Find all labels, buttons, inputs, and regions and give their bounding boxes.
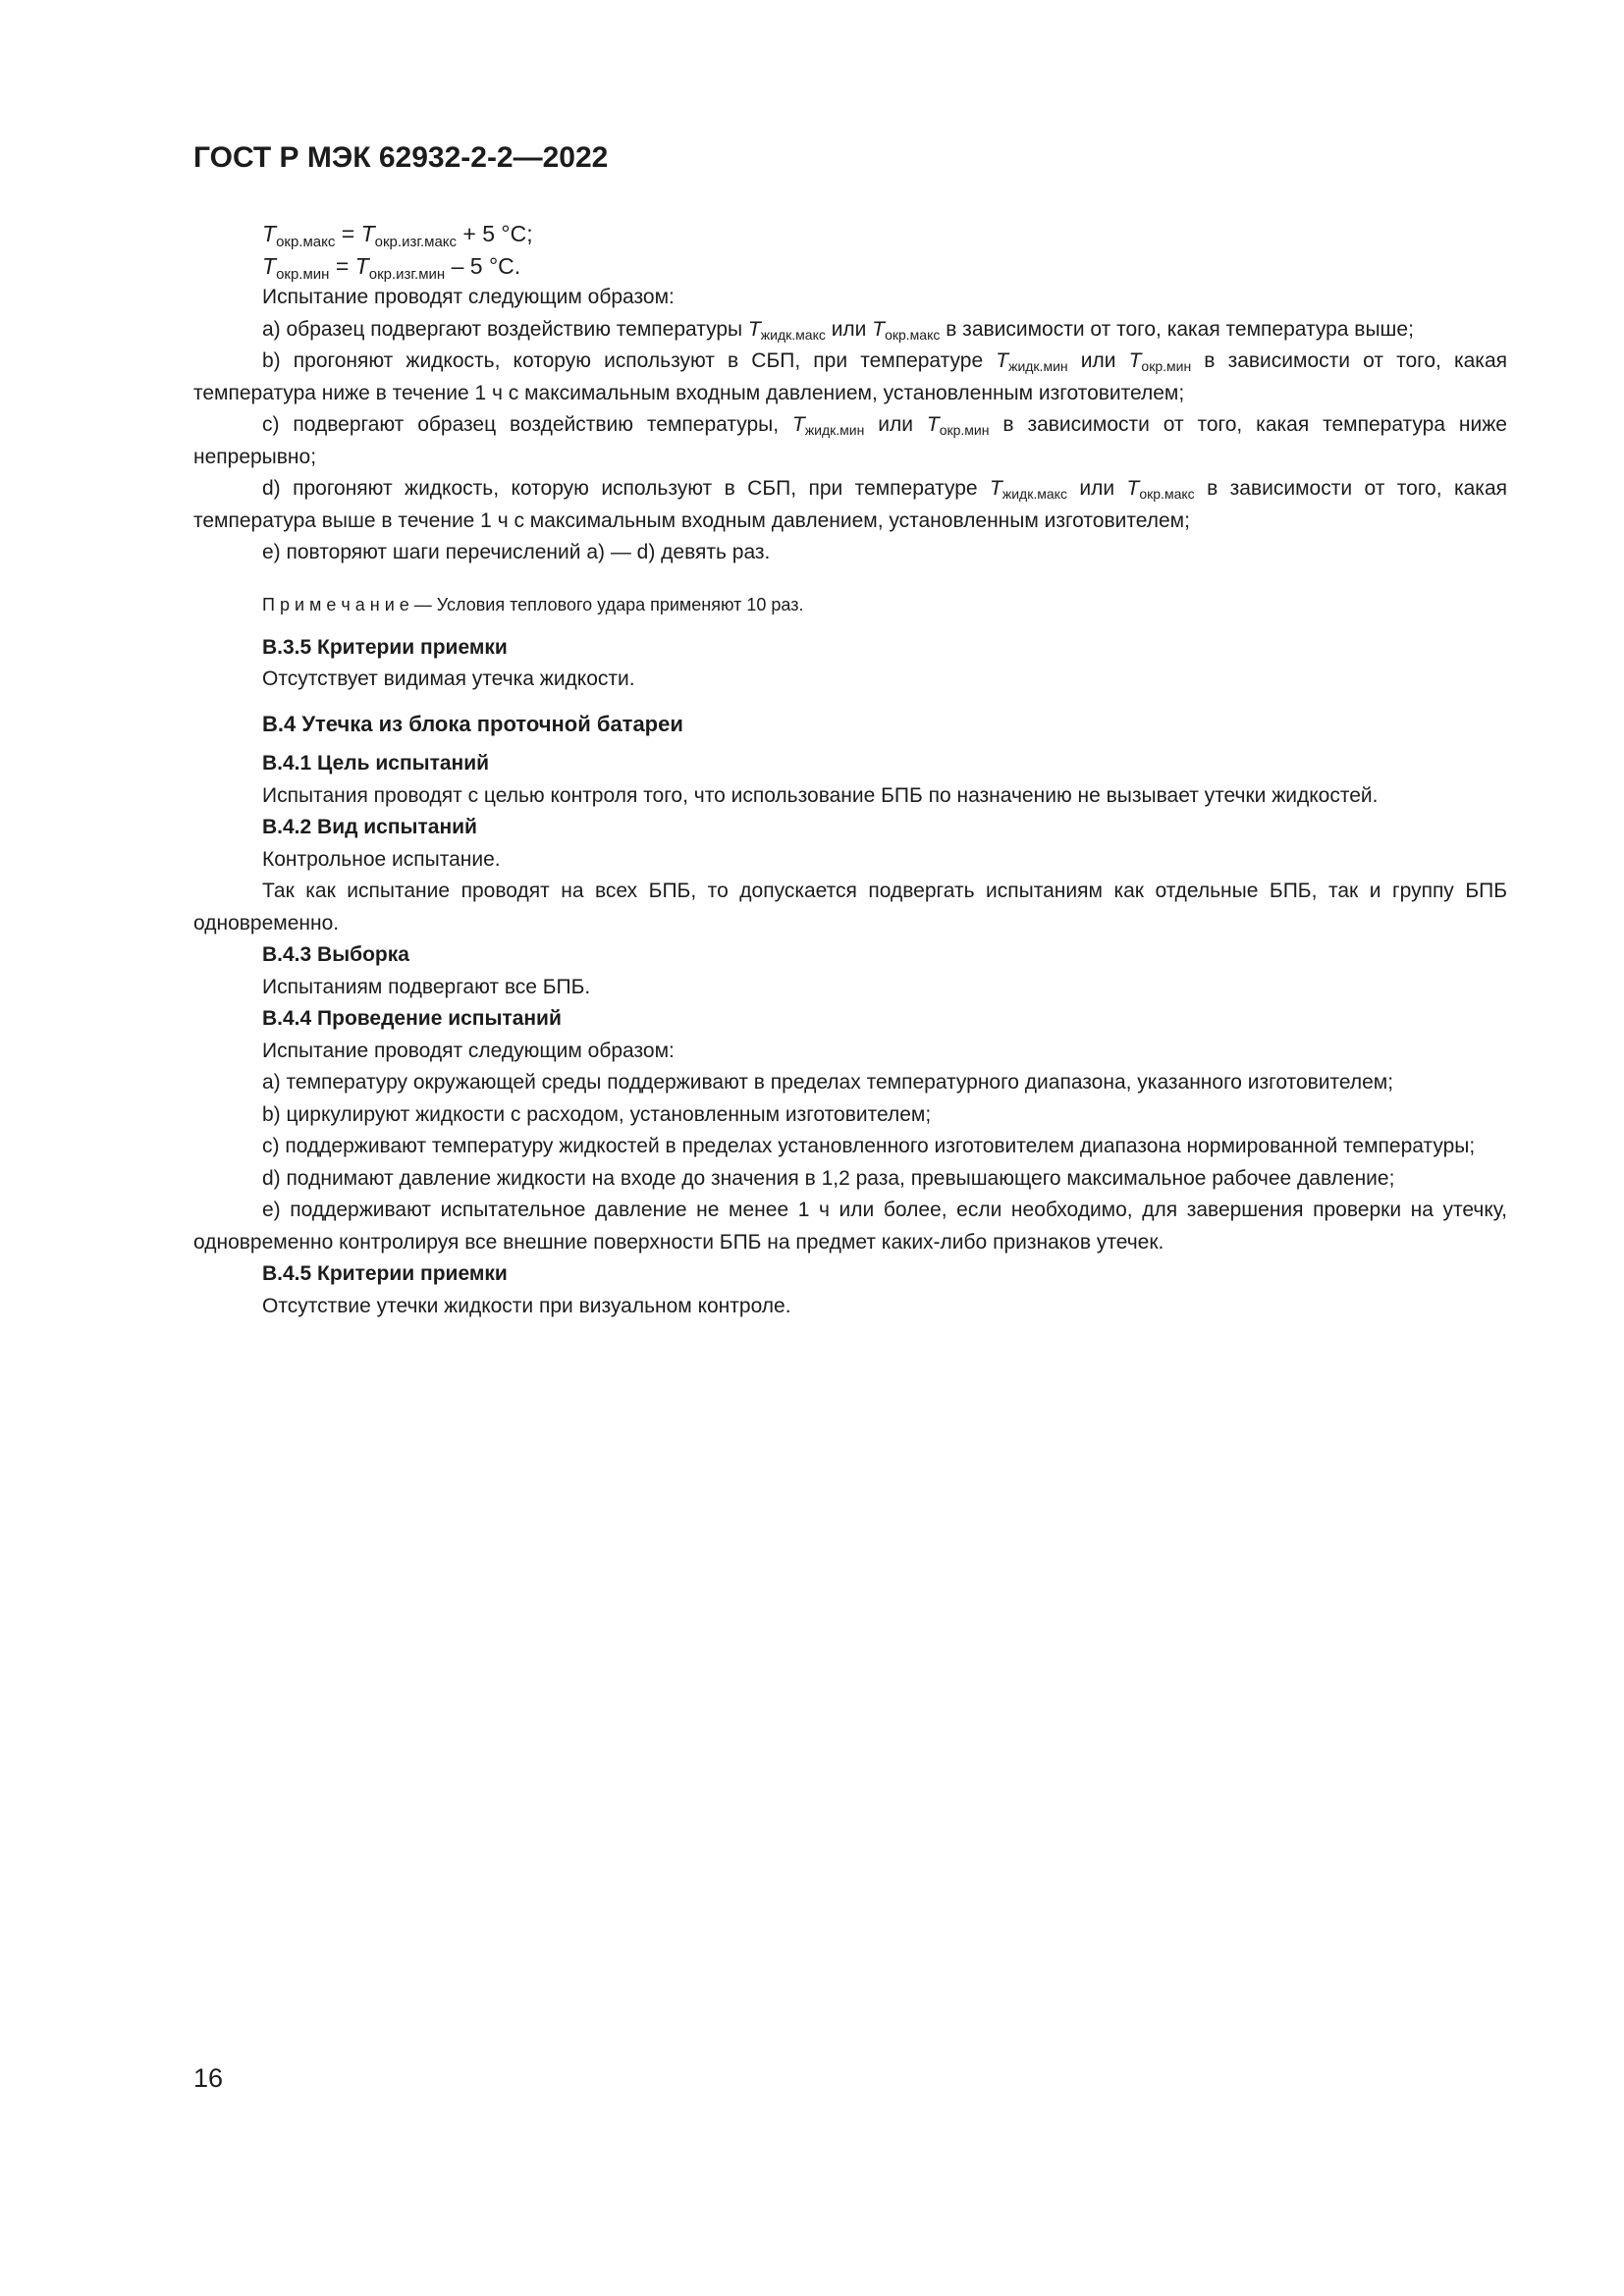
- page-body: [193, 218, 1507, 1322]
- formula-tail: + 5 °С;: [457, 221, 533, 246]
- item-text: в зависимости от того, какая температура выше в течение 1 ч с максимальным входным давлением, установленным изготовителем;: [193, 477, 1507, 532]
- inline-subscript: жидк.мин: [1008, 358, 1068, 374]
- inline-subscript: жидк.макс: [760, 326, 826, 343]
- item-text: b) прогоняют жидкость, которую используют в СБП, при температуре: [262, 349, 997, 372]
- formula-subscript: окр.изг.макс: [374, 234, 458, 250]
- note-text: П р и м е ч а н и е — Условия теплового удара применяют 10 раз.: [262, 594, 804, 614]
- paragraph-b41: Испытания проводят с целью контроля того, что использование БПБ по назначению не вызывает утечки жидкостей.: [262, 783, 1379, 807]
- formula-variable: T: [262, 252, 277, 279]
- list-item-b44-b: b) циркулируют жидкости с расходом, установленным изготовителем;: [262, 1102, 932, 1126]
- inline-variable: T: [990, 477, 1002, 500]
- heading-b41: В.4.1 Цель испытаний: [262, 752, 490, 774]
- formula-subscript: окр.изг.мин: [368, 265, 446, 283]
- paragraph-b35: Отсутствует видимая утечка жидкости.: [262, 667, 635, 690]
- formula-t-ambient-min: [193, 250, 1507, 283]
- list-item-a: [193, 314, 1507, 347]
- formula-operator: =: [329, 252, 355, 279]
- item-text: в зависимости от того, какая температура выше;: [940, 317, 1414, 341]
- inline-subscript: окр.мин: [1141, 358, 1192, 374]
- paragraph-b42-2: Так как испытание проводят на всех БПБ, то допускается подвергать испытаниям как отдельные БПБ, так и группу БПБ одновременно.: [193, 880, 1507, 934]
- list-item-b44-a: a) температуру окружающей среды поддерживают в пределах температурного диапазона, указанного изготовителем;: [262, 1071, 1394, 1094]
- item-text: c) подвергают образец воздействию температуры,: [262, 413, 792, 436]
- item-text: или: [825, 317, 873, 341]
- inline-variable: T: [926, 413, 940, 436]
- inline-variable: T: [791, 413, 805, 436]
- formula-variable: T: [354, 252, 369, 279]
- item-text: или: [864, 413, 927, 436]
- formula-operator: =: [335, 221, 361, 246]
- inline-subscript: окр.макс: [1139, 486, 1195, 502]
- inline-subscript: окр.макс: [885, 326, 941, 343]
- inline-variable: T: [996, 349, 1009, 372]
- inline-subscript: жидк.макс: [1001, 486, 1067, 502]
- procedure-intro-b44: Испытание проводят следующим образом:: [262, 1039, 675, 1062]
- item-text: или: [1067, 349, 1129, 372]
- heading-b45: В.4.5 Критерии приемки: [262, 1262, 508, 1285]
- formula-subscript: окр.макс: [276, 234, 336, 250]
- standard-number-header: ГОСТ Р МЭК 62932-2-2—2022: [193, 141, 609, 174]
- formula-variable: T: [360, 221, 375, 246]
- item-text: d) прогоняют жидкость, которую используют в СБП, при температуре: [262, 477, 991, 500]
- heading-b4: В.4 Утечка из блока проточной батареи: [262, 711, 683, 736]
- list-item-b44-c: c) поддерживают температуру жидкостей в пределах установленного изготовителем диапазона нормированной температуры;: [262, 1135, 1476, 1157]
- page-number: 16: [193, 2063, 224, 2093]
- inline-variable: T: [747, 317, 761, 341]
- inline-variable: T: [1128, 349, 1142, 372]
- list-item-c: [193, 409, 1507, 473]
- paragraph-b43: Испытаниям подвергают все БПБ.: [262, 975, 591, 998]
- list-item-b44-e: e) поддерживают испытательное давление не менее 1 ч или более, если необходимо, для завершения проверки на утечку, одновременно контролируя все внешние поверхности БПБ на предмет каких-либо признаков утечек.: [193, 1199, 1507, 1254]
- inline-subscript: жидк.мин: [804, 422, 865, 438]
- heading-b35: В.3.5 Критерии приемки: [262, 635, 508, 659]
- heading-b43: В.4.3 Выборка: [262, 943, 409, 966]
- list-item-e: e) повторяют шаги перечислений a) — d) девять раз.: [262, 541, 771, 563]
- inline-subscript: окр.мин: [939, 422, 990, 438]
- item-text: в зависимости от того, какая температура ниже непрерывно;: [193, 413, 1507, 468]
- paragraph-b42-1: Контрольное испытание.: [262, 847, 501, 871]
- heading-b44: В.4.4 Проведение испытаний: [262, 1007, 562, 1030]
- item-text: a) образец подвергают воздействию температуры: [262, 317, 748, 341]
- list-item-b44-d: d) поднимают давление жидкости на входе до значения в 1,2 раза, превышающего максимальное рабочее давление;: [262, 1166, 1395, 1190]
- formula-t-ambient-max: [193, 218, 1507, 250]
- inline-variable: T: [872, 317, 886, 341]
- inline-variable: T: [1126, 477, 1140, 500]
- formula-subscript: окр.мин: [276, 265, 330, 283]
- paragraph-b45: Отсутствие утечки жидкости при визуальном контроле.: [262, 1294, 791, 1317]
- list-item-b: [193, 346, 1507, 409]
- item-text: в зависимости от того, какая температура ниже в течение 1 ч с максимальным входным давлением, установленным изготовителем;: [193, 349, 1507, 404]
- formula-variable: T: [262, 221, 277, 246]
- heading-b42: В.4.2 Вид испытаний: [262, 816, 477, 838]
- formula-tail: – 5 °С.: [445, 252, 521, 279]
- procedure-intro: Испытание проводят следующим образом:: [262, 286, 675, 308]
- item-text: или: [1066, 477, 1127, 500]
- list-item-d: [193, 473, 1507, 537]
